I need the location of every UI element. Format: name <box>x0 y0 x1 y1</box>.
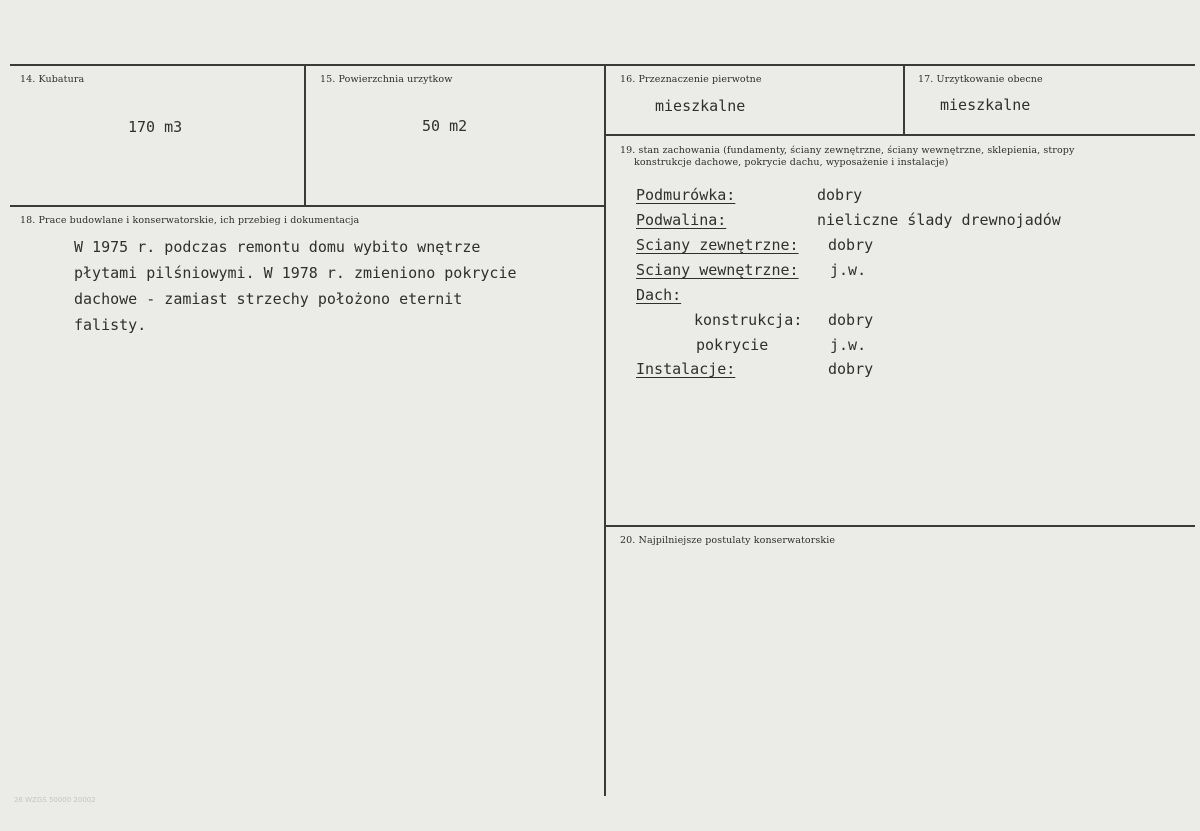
condition-key-dach: Dach: <box>636 286 682 304</box>
top-rule <box>10 64 1195 66</box>
condition-key-sciany-wewnetrzne: Sciany wewnętrzne: <box>636 261 799 279</box>
condition-key-sciany-zewnetrzne: Sciany zewnętrzne: <box>636 236 799 254</box>
condition-value-instalacje: dobry <box>828 360 874 378</box>
field-18-text <box>74 234 517 338</box>
field-16-value: mieszkalne <box>655 97 746 115</box>
field-18-label: 18. Prace budowlane i konserwatorskie, ich przebieg i dokumentacja <box>20 215 360 226</box>
rule-under-16-17 <box>606 134 1195 136</box>
condition-value-sciany-wewnetrzne: j.w. <box>830 261 867 279</box>
field-15-value: 50 m2 <box>422 117 468 135</box>
field-17-label: 17. Urzytkowanie obecne <box>918 74 1043 85</box>
center-divider <box>604 64 606 796</box>
rule-under-14-15 <box>10 205 605 207</box>
divider-16-17 <box>903 64 905 136</box>
field-19-label-line1: 19. stan zachowania (fundamenty, ściany zewnętrzne, ściany wewnętrzne, sklepienia, stropy <box>620 145 1075 156</box>
condition-key-pokrycie: pokrycie <box>696 336 769 354</box>
field-16-label: 16. Przeznaczenie pierwotne <box>620 74 762 85</box>
field-18-line: dachowe - zamiast strzechy położono eternit <box>74 290 463 308</box>
condition-value-konstrukcja: dobry <box>828 311 874 329</box>
divider-14-15 <box>304 64 306 206</box>
field-15-label: 15. Powierzchnia urzytkow <box>320 74 453 85</box>
condition-key-podwalina: Podwalina: <box>636 211 727 229</box>
condition-value-podwalina: nieliczne ślady drewnojadów <box>817 211 1061 229</box>
printer-mark: 26 WZGS 50000 20002 <box>14 796 96 804</box>
field-14-value: 170 m3 <box>128 118 183 136</box>
condition-key-instalacje: Instalacje: <box>636 360 736 378</box>
condition-value-sciany-zewnetrzne: dobry <box>828 236 874 254</box>
field-20-label: 20. Najpilniejsze postulaty konserwatorskie <box>620 535 836 546</box>
field-18-line: płytami pilśniowymi. W 1978 r. zmieniono pokrycie <box>74 264 517 282</box>
field-17-value: mieszkalne <box>940 96 1031 114</box>
rule-above-20 <box>606 525 1195 527</box>
condition-key-konstrukcja: konstrukcja: <box>694 311 803 329</box>
condition-value-podmurowka: dobry <box>817 186 863 204</box>
condition-value-pokrycie: j.w. <box>830 336 867 354</box>
field-18-line: falisty. <box>74 316 147 334</box>
field-18-line: W 1975 r. podczas remontu domu wybito wnętrze <box>74 238 481 256</box>
field-14-label: 14. Kubatura <box>20 74 85 85</box>
condition-key-podmurowka: Podmurówka: <box>636 186 736 204</box>
field-19-label-line2: konstrukcje dachowe, pokrycie dachu, wyposażenie i instalacje) <box>634 157 949 168</box>
